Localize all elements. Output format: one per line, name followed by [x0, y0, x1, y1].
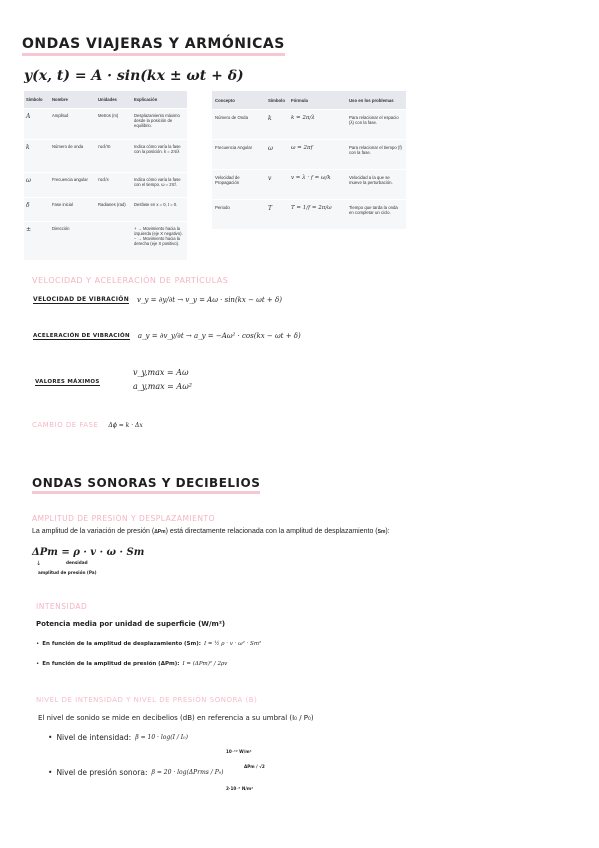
vmax-equation: v_y,max = Aω [133, 368, 189, 377]
table-cell: Amplitud [50, 109, 96, 140]
bullet-label: Nivel de presión sonora: [56, 768, 148, 777]
table-cell: Frecuencia Angular [212, 140, 265, 170]
table-row [24, 140, 187, 173]
table-cell [96, 222, 132, 260]
table-cell: ω = 2πf [288, 140, 346, 170]
table-row [24, 173, 187, 198]
table-cell: Indica cómo varía la fase con el tiempo. ω = 2πf. [132, 173, 187, 198]
table-cell: rad/s [96, 173, 132, 198]
table-cell: k = 2π/λ [288, 110, 346, 140]
pressure-amplitude-note: amplitud de presión (Pa) [38, 570, 97, 575]
velocity-label: VELOCIDAD DE VIBRACIÓN [33, 296, 130, 303]
intensity-definition: Potencia media por unidad de superficie (W/m²) [36, 620, 226, 628]
table-cell: Tiempo que tarda la onda en completar un ciclo. [346, 200, 406, 230]
table-header-cell: Nombre [50, 91, 96, 109]
table-cell: Para relacionar el espacio (λ) con la fase. [346, 110, 406, 140]
table-cell: ω [265, 140, 288, 170]
section-title-amplitud-presion: AMPLITUD DE PRESIÓN Y DESPLAZAMIENTO [32, 514, 216, 523]
table-cell: Desplazamiento máximo desde la posición de equilibrio. [132, 109, 187, 140]
intensity-bullet-2 [36, 661, 227, 667]
section-title-intensidad: INTENSIDAD [36, 602, 88, 611]
table-cell: Velocidad a la que se mueve la perturbación. [346, 170, 406, 200]
sound-level-intro: El nivel de sonido se mide en decibelios (dB) en referencia a su umbral (I₀ / P₀) [38, 714, 314, 722]
intensity-threshold-note: 10⁻¹² W/m² [226, 749, 252, 754]
paragraph-text: La amplitud de la variación de presión ( [32, 528, 155, 535]
bullet-equation: β = 20 · log(ΔPrms / P₀) [151, 769, 224, 776]
table-cell: Fase inicial [50, 198, 96, 222]
table-cell: + → Movimiento hacia la izquierda (eje X negativo). − → Movimiento hacia la derecha (eje X positivo). [132, 222, 187, 260]
acceleration-label: ACELERACIÓN DE VIBRACIÓN [33, 332, 130, 339]
table-header-cell: Símbolo [265, 91, 288, 110]
table-cell: T [265, 200, 288, 230]
section-title-nivel: NIVEL DE INTENSIDAD Y NIVEL DE PRESIÓN SONORA (Β) [36, 696, 258, 704]
table-cell: Indica cómo varía la fase con la posición. k = 2π/λ [132, 140, 187, 173]
table-header-cell: Unidades [96, 91, 132, 109]
table-row [24, 198, 187, 222]
table-cell: Frecuencia angular [50, 173, 96, 198]
paragraph-text: ) está directamente relacionada con la amplitud de desplazamiento ( [165, 528, 378, 535]
acceleration-equation: a_y = ∂v_y/∂t → a_y = −Aω² · cos(kx − ωt + δ) [137, 332, 301, 340]
level-bullet-1 [48, 733, 188, 742]
table-header-row [212, 91, 406, 110]
table-cell: δ [24, 198, 50, 222]
table-cell: Metros (m) [96, 109, 132, 140]
section-title-ondas-viajeras: ONDAS VIAJERAS Y ARMÓNICAS [22, 36, 285, 56]
bullet-icon: • [48, 768, 53, 777]
bullet-label: Nivel de intensidad: [56, 733, 132, 742]
table-row [212, 140, 406, 170]
paragraph-text: ): [385, 528, 390, 535]
rms-note: ΔPm / √2 [244, 764, 265, 769]
bullet-label: En función de la amplitud de presión (ΔPm): [42, 661, 180, 667]
table-header-cell: Concepto [212, 91, 265, 110]
level-bullet-2 [48, 768, 223, 777]
table-cell: Periodo [212, 200, 265, 230]
table-cell: v [265, 170, 288, 200]
bullet-icon: • [36, 661, 40, 667]
table-row [24, 109, 187, 140]
symbol-delta-pm: ΔPm [154, 529, 166, 535]
table-header-row [24, 91, 187, 109]
symbol-sm: Sm [377, 529, 386, 535]
bullet-icon: • [36, 641, 40, 647]
table-cell: Número de Onda [212, 110, 265, 140]
pressure-amplitude-equation: ΔPm = ρ · v · ω · Sm [32, 547, 145, 558]
bullet-equation: I = (ΔPm)² / 2ρv [182, 661, 228, 667]
bullet-equation: I = ½ ρ · v · ω² · Sm² [203, 641, 262, 647]
table-header-cell: Explicación [132, 91, 187, 109]
intensity-bullet-1 [36, 641, 261, 647]
table-cell: Número de onda [50, 140, 96, 173]
pressure-paragraph [32, 528, 390, 535]
table-cell: Dirección [50, 222, 96, 260]
density-note: densidad [66, 560, 88, 565]
table-row [24, 222, 187, 260]
section-title-velocidad: VELOCIDAD Y ACELERACIÓN DE PARTÍCULAS [32, 276, 229, 285]
table-header-cell: Uso en los problemas [346, 91, 406, 110]
table-cell: v = λ · f = ω/k [288, 170, 346, 200]
table-cell: Radianes (rad) [96, 198, 132, 222]
table-cell: k [24, 140, 50, 173]
table-header-cell: Fórmula [288, 91, 346, 110]
table-row [212, 110, 406, 140]
table-cell: A [24, 109, 50, 140]
section-title-cambio-fase: CAMBIO DE FASE [32, 421, 99, 429]
table-row [212, 170, 406, 200]
bullet-label: En función de la amplitud de desplazamiento (Sm): [42, 641, 201, 647]
table-row [212, 200, 406, 230]
table-cell: Desfase en x = 0, t = 0. [132, 198, 187, 222]
table-cell: ± [24, 222, 50, 260]
pressure-threshold-note: 2·10⁻⁵ N/m² [226, 786, 254, 791]
table-cell: Para relacionar el tiempo (f) con la fase. [346, 140, 406, 170]
table-cell: ω [24, 173, 50, 198]
bullet-equation: β = 10 · log(I / I₀) [135, 734, 188, 741]
velocity-equation: v_y = ∂y/∂t → v_y = Aω · sin(kx − ωt + δ) [137, 296, 282, 304]
table-cell: k [265, 110, 288, 140]
main-wave-equation: y(x, t) = A · sin(kx ± ωt + δ) [24, 68, 244, 84]
down-arrow-icon: ↓ [36, 560, 42, 567]
table-cell: T = 1/f = 2π/ω [288, 200, 346, 230]
section-title-ondas-sonoras: ONDAS SONORAS Y DECIBELIOS [32, 476, 260, 494]
table-cell: Velocidad de Propagación [212, 170, 265, 200]
max-values-label: VALORES MÁXIMOS [35, 379, 100, 385]
wave-parameters-table [24, 91, 187, 260]
table-header-cell: Símbolo [24, 91, 50, 109]
bullet-icon: • [48, 733, 53, 742]
table-cell: rad/m [96, 140, 132, 173]
amax-equation: a_y,max = Aω² [133, 382, 192, 391]
wave-concepts-table [212, 91, 406, 229]
phase-change-equation: Δϕ = k · Δx [108, 421, 143, 429]
